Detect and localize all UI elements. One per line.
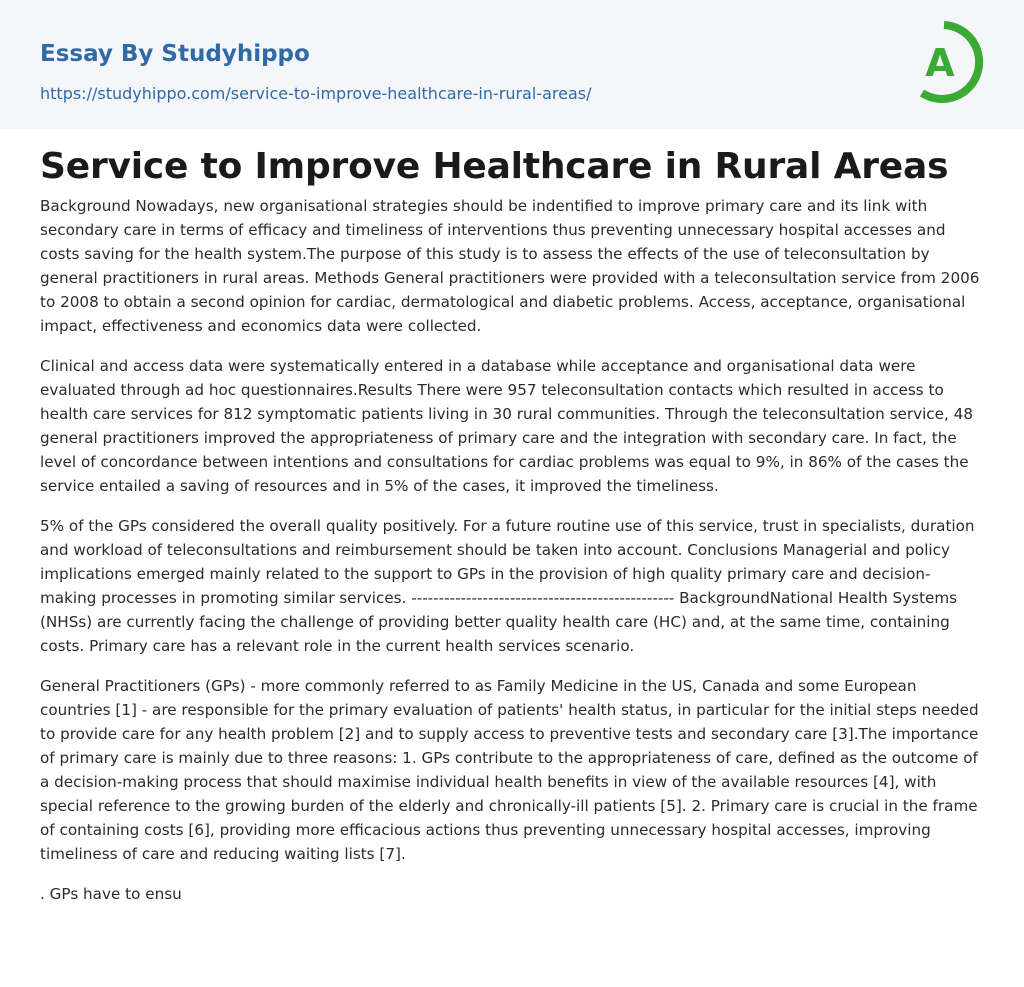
- essay-paragraph-3: 5% of the GPs considered the overall quality positively. For a future routine use of this service, trust in specialists, duration and workload of teleconsultations and reimbursement should be taken into account. Conclusions Managerial and policy implications emerged mainly related to the support to GPs in the provision of high quality primary care and decision-making processes in promoting similar services. ------------------------------------------------ BackgroundNational Health Systems (NHSs) are currently facing the challenge of providing better quality health care (HC) and, at the same time, containing costs. Primary care has a relevant role in the current health services scenario.: [40, 517, 975, 655]
- essay-paragraph-2: Clinical and access data were systematically entered in a database while acceptance and organisational data were evaluated through ad hoc questionnaires.Results There were 957 teleconsultation contacts which resulted in access to health care services for 812 symptomatic patients living in 30 rural communities. Through the teleconsultation service, 48 general practitioners improved the appropriateness of primary care and the integration with secondary care. In fact, the level of concordance between intentions and consultations for cardiac problems was equal to 9%, in 86% of the cases the service entailed a saving of resources and in 5% of the cases, it improved the timeliness.: [40, 357, 973, 495]
- essay-body: [40, 194, 984, 922]
- site-brand[interactable]: Essay By Studyhippo: [40, 41, 310, 67]
- site-header: [0, 0, 1024, 129]
- essay-paragraph-1: Background Nowadays, new organisational strategies should be indentified to improve primary care and its link with secondary care in terms of efficacy and timeliness of interventions thus preventing unnecessary hospital accesses and costs saving for the health system.The purpose of this study is to assess the effects of the use of teleconsultation by general practitioners in rural areas. Methods General practitioners were provided with a teleconsultation service from 2006 to 2008 to obtain a second opinion for cardiac, dermatological and diabetic problems. Access, acceptance, organisational impact, effectiveness and economics data were collected.: [40, 197, 980, 335]
- essay-paragraph-5: . GPs have to ensu: [40, 885, 182, 903]
- page-title: Service to Improve Healthcare in Rural Areas: [40, 146, 949, 187]
- logo-letter: A: [925, 41, 955, 85]
- essay-paragraph-4: General Practitioners (GPs) - more commonly referred to as Family Medicine in the US, Canada and some European countries [1] - are responsible for the primary evaluation of patients' health status, in particular for the initial steps needed to provide care for any health problem [2] and to supply access to preventive tests and secondary care [3].The importance of primary care is mainly due to three reasons: 1. GPs contribute to the appropriateness of care, defined as the outcome of a decision-making process that should maximise individual health benefits in view of the available resources [4], with special reference to the growing burden of the elderly and chronically-ill patients [5]. 2. Primary care is crucial in the frame of containing costs [6], providing more efficacious actions thus preventing unnecessary hospital accesses, improving timeliness of care and reducing waiting lists [7].: [40, 677, 979, 863]
- circle-a-logo-icon[interactable]: [894, 18, 986, 106]
- source-url-link[interactable]: https://studyhippo.com/service-to-improve-healthcare-in-rural-areas/: [40, 84, 592, 103]
